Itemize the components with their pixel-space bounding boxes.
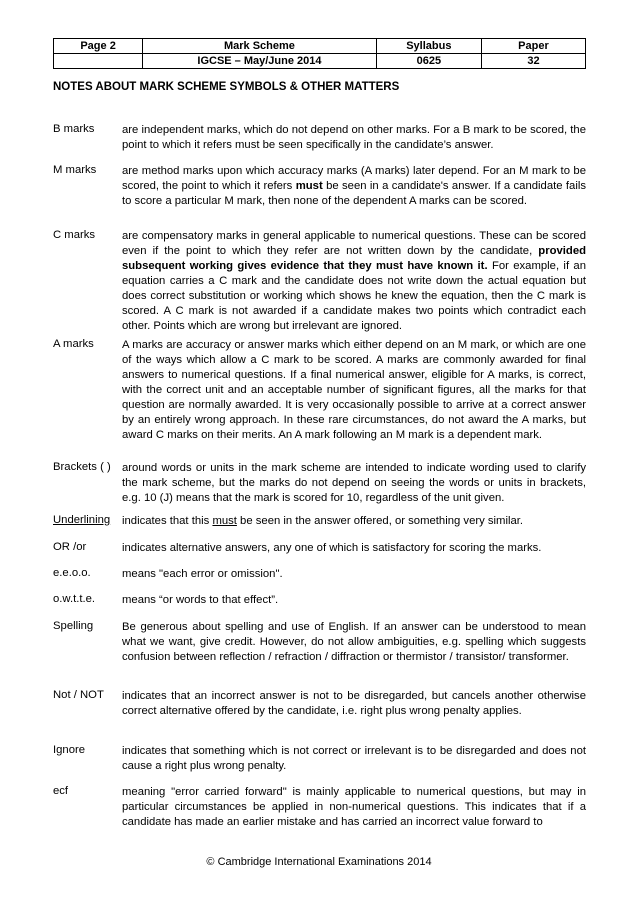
desc-text: For example, if an equation carries a C mark and the candidate does not write down the actual equation but does correct substitution or working which shows he knew the equation, then the C mark is scored. A C mark is not awarded if a candidate makes two points which contradict each other. Points which are wrong but irrelevant are ignored. — [122, 260, 586, 332]
header-row — [54, 39, 586, 54]
entry-description: meaning "error carried forward" is mainly applicable to numerical questions, but may in particular circumstances be applied in non-numerical questions. This indicates that if a candidate has made an earlier mistake and has carried an incorrect value forward to — [122, 786, 586, 828]
blank-cell — [54, 54, 143, 69]
entry-term: A marks — [53, 338, 94, 350]
entry-term: B marks — [53, 123, 95, 135]
entry-term: Brackets ( ) — [53, 461, 111, 473]
desc-emphasis: must — [212, 515, 237, 527]
entry-description: are independent marks, which do not depend on other marks. For a B mark to be scored, the point to which it refers must be seen specifically in the candidate’s answer. — [122, 124, 586, 151]
entry-term: C marks — [53, 229, 96, 241]
desc-emphasis: provided subsequent working gives evidence that they must have known it. — [122, 245, 586, 272]
mark-scheme-cell: Mark Scheme — [143, 39, 377, 54]
header-table — [53, 38, 586, 69]
entry-description — [122, 514, 586, 529]
syllabus-code-cell: 0625 — [376, 54, 481, 69]
header-row — [54, 54, 586, 69]
entry-description: indicates that something which is not correct or irrelevant is to be disregarded and does not cause a right plus wrong penalty. — [122, 745, 586, 772]
desc-text: are compensatory marks in general applicable to numerical questions. These can be scored even if the point to which they refer are not written down by the candidate, — [122, 230, 586, 257]
syllabus-label-cell: Syllabus — [376, 39, 481, 54]
entry-description: Be generous about spelling and use of English. If an answer can be understood to mean what we want, give credit. However, do not allow ambiguities, e.g. spelling which suggests confusion between reflection / refraction / diffraction or thermistor / transistor/ transformer. — [122, 621, 586, 663]
page-number-cell: Page 2 — [54, 39, 143, 54]
desc-text: be seen in the answer offered, or something very similar. — [236, 515, 524, 527]
paper-number-cell: 32 — [481, 54, 585, 69]
entry-description — [122, 229, 586, 334]
entry-term: Spelling — [53, 620, 94, 632]
entry-description — [122, 164, 586, 209]
entry-description: means “or words to that effect”. — [122, 594, 279, 606]
entry-description: indicates alternative answers, any one of which is satisfactory for scoring the marks. — [122, 542, 542, 554]
entry-description: A marks are accuracy or answer marks which either depend on an M mark, or which are one of the ways which allow a C mark to be scored. A marks are commonly awarded for final answers to numerical questions. If a final numerical answer, eligible for A marks, is correct, with the correct unit and an acceptable number of significant figures, all the marks for that question are normally awarded. It is very occasionally possible to arrive at a correct answer by an entirely wrong approach. In these rare circumstances, do not award the A marks, but award C marks on their merits. An A mark following an M mark is a dependent mark. — [122, 339, 586, 441]
entry-term: Ignore — [53, 744, 86, 756]
entry-term: e.e.o.o. — [53, 567, 91, 579]
desc-text: are method marks upon which accuracy marks (A marks) later depend. For an M mark to be scored, the point to which it refers — [122, 165, 586, 192]
entry-description: around words or units in the mark scheme are intended to indicate wording used to clarify the mark scheme, but the marks do not depend on seeing the words or units in brackets, e.g. 10 (J) means that the mark is scored for 10, regardless of the unit given. — [122, 462, 586, 504]
desc-text: indicates that this — [122, 515, 213, 527]
exam-session-cell: IGCSE – May/June 2014 — [143, 54, 377, 69]
desc-text: be seen in a candidate's answer. If a candidate fails to score a particular M mark, then none of the dependent A marks can be scored. — [122, 180, 586, 207]
entry-term: Not / NOT — [53, 689, 104, 701]
page-footer: © Cambridge International Examinations 2014 — [206, 856, 432, 868]
entry-term: M marks — [53, 164, 97, 176]
desc-emphasis: must — [295, 180, 323, 192]
paper-label-cell: Paper — [481, 39, 585, 54]
entry-term: Underlining — [53, 514, 111, 526]
entry-description: means "each error or omission". — [122, 568, 283, 580]
entry-description: indicates that an incorrect answer is not to be disregarded, but cancels another otherwise correct alternative offered by the candidate, i.e. right plus wrong penalty applies. — [122, 690, 586, 717]
entry-term: ecf — [53, 785, 69, 797]
entry-term: OR /or — [53, 541, 87, 553]
entry-term: o.w.t.t.e. — [53, 593, 96, 605]
page-title: NOTES ABOUT MARK SCHEME SYMBOLS & OTHER MATTERS — [53, 81, 400, 93]
